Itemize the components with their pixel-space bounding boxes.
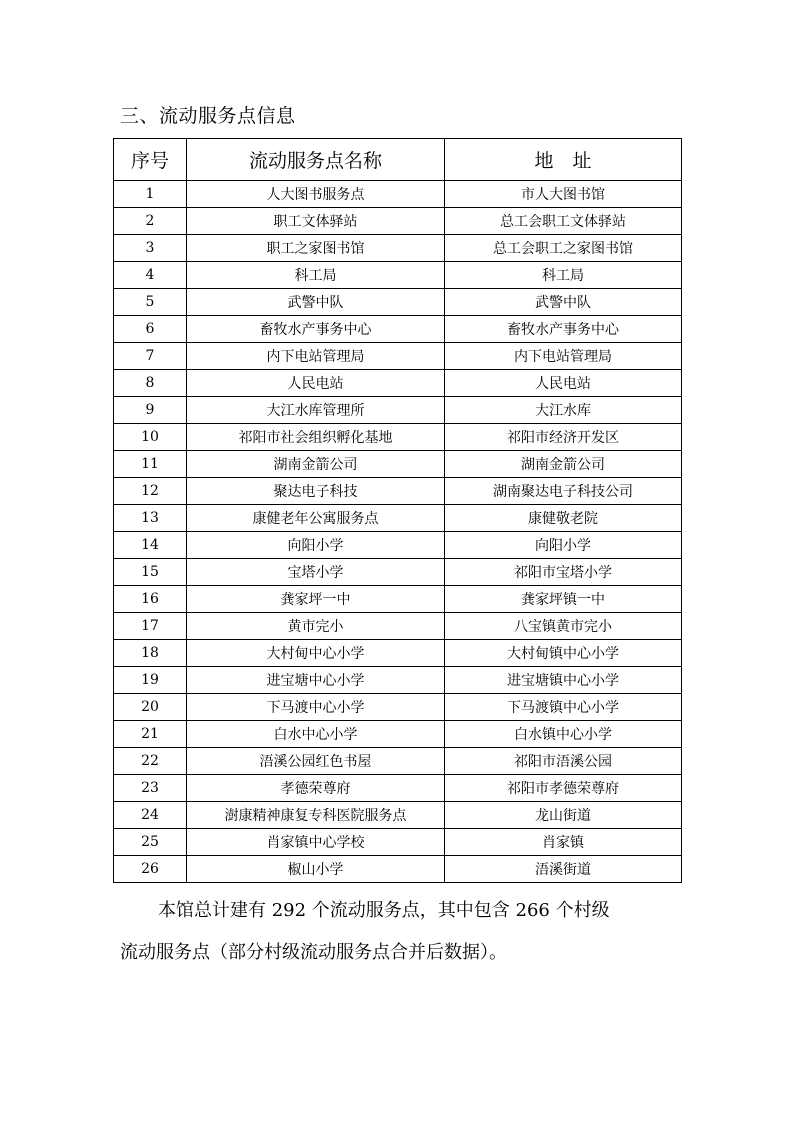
cell-service-point-name: 人民电站 (187, 370, 445, 397)
cell-address: 龚家坪镇一中 (445, 586, 682, 613)
cell-serial-number: 4 (114, 262, 187, 289)
cell-serial-number: 14 (114, 532, 187, 559)
summary-line-1: 本馆总计建有 292 个流动服务点，其中包含 266 个村级 (158, 900, 610, 921)
cell-service-point-name: 康健老年公寓服务点 (187, 505, 445, 532)
cell-address: 科工局 (445, 262, 682, 289)
cell-serial-number: 25 (114, 829, 187, 856)
table-row (114, 343, 682, 370)
cell-service-point-name: 人大图书服务点 (187, 181, 445, 208)
table-row (114, 397, 682, 424)
cell-serial-number: 6 (114, 316, 187, 343)
cell-service-point-name: 肖家镇中心学校 (187, 829, 445, 856)
cell-address: 武警中队 (445, 289, 682, 316)
cell-service-point-name: 湖南金箭公司 (187, 451, 445, 478)
cell-address: 市人大图书馆 (445, 181, 682, 208)
cell-serial-number: 5 (114, 289, 187, 316)
cell-serial-number: 2 (114, 208, 187, 235)
section-title: 三、流动服务点信息 (120, 105, 296, 127)
cell-address: 祁阳市浯溪公园 (445, 748, 682, 775)
header-service-point-name: 流动服务点名称 (187, 139, 445, 181)
cell-service-point-name: 孝德荣尊府 (187, 775, 445, 802)
cell-serial-number: 9 (114, 397, 187, 424)
cell-serial-number: 1 (114, 181, 187, 208)
cell-serial-number: 13 (114, 505, 187, 532)
cell-serial-number: 19 (114, 667, 187, 694)
cell-service-point-name: 黄市完小 (187, 613, 445, 640)
cell-service-point-name: 大村甸中心小学 (187, 640, 445, 667)
cell-serial-number: 24 (114, 802, 187, 829)
service-points-table (113, 138, 682, 883)
table-header-row (114, 139, 682, 181)
cell-service-point-name: 浯溪公园红色书屋 (187, 748, 445, 775)
cell-serial-number: 20 (114, 694, 187, 721)
cell-address: 大江水库 (445, 397, 682, 424)
cell-address: 肖家镇 (445, 829, 682, 856)
table-row (114, 424, 682, 451)
table-row (114, 208, 682, 235)
cell-serial-number: 10 (114, 424, 187, 451)
table-row (114, 613, 682, 640)
table-row (114, 856, 682, 883)
table-row (114, 505, 682, 532)
cell-service-point-name: 科工局 (187, 262, 445, 289)
table-row (114, 829, 682, 856)
cell-address: 畜牧水产事务中心 (445, 316, 682, 343)
cell-service-point-name: 内下电站管理局 (187, 343, 445, 370)
cell-serial-number: 26 (114, 856, 187, 883)
cell-service-point-name: 聚达电子科技 (187, 478, 445, 505)
cell-address: 湖南聚达电子科技公司 (445, 478, 682, 505)
cell-serial-number: 8 (114, 370, 187, 397)
table-row (114, 721, 682, 748)
cell-address: 祁阳市经济开发区 (445, 424, 682, 451)
cell-serial-number: 12 (114, 478, 187, 505)
cell-address: 总工会职工之家图书馆 (445, 235, 682, 262)
cell-address: 大村甸镇中心小学 (445, 640, 682, 667)
header-address: 地 址 (445, 139, 682, 181)
table-body (114, 181, 682, 883)
table-row (114, 559, 682, 586)
cell-serial-number: 21 (114, 721, 187, 748)
cell-serial-number: 18 (114, 640, 187, 667)
cell-service-point-name: 向阳小学 (187, 532, 445, 559)
cell-serial-number: 23 (114, 775, 187, 802)
cell-address: 内下电站管理局 (445, 343, 682, 370)
cell-serial-number: 22 (114, 748, 187, 775)
cell-address: 祁阳市宝塔小学 (445, 559, 682, 586)
cell-service-point-name: 宝塔小学 (187, 559, 445, 586)
table-row (114, 532, 682, 559)
header-serial-number: 序号 (114, 139, 187, 181)
table-row (114, 640, 682, 667)
table-row (114, 748, 682, 775)
table-row (114, 478, 682, 505)
cell-address: 龙山街道 (445, 802, 682, 829)
cell-service-point-name: 职工文体驿站 (187, 208, 445, 235)
table-row (114, 775, 682, 802)
table-row (114, 181, 682, 208)
cell-serial-number: 7 (114, 343, 187, 370)
cell-serial-number: 3 (114, 235, 187, 262)
table-row (114, 262, 682, 289)
cell-serial-number: 17 (114, 613, 187, 640)
cell-service-point-name: 澍康精神康复专科医院服务点 (187, 802, 445, 829)
table-row (114, 451, 682, 478)
summary-paragraph (120, 890, 680, 974)
table-row (114, 802, 682, 829)
cell-service-point-name: 进宝塘中心小学 (187, 667, 445, 694)
table-row (114, 694, 682, 721)
cell-address: 康健敬老院 (445, 505, 682, 532)
cell-service-point-name: 下马渡中心小学 (187, 694, 445, 721)
cell-address: 白水镇中心小学 (445, 721, 682, 748)
cell-address: 进宝塘镇中心小学 (445, 667, 682, 694)
cell-service-point-name: 龚家坪一中 (187, 586, 445, 613)
cell-address: 浯溪街道 (445, 856, 682, 883)
cell-address: 祁阳市孝德荣尊府 (445, 775, 682, 802)
table-row (114, 235, 682, 262)
cell-address: 下马渡镇中心小学 (445, 694, 682, 721)
cell-service-point-name: 椒山小学 (187, 856, 445, 883)
cell-service-point-name: 武警中队 (187, 289, 445, 316)
cell-address: 总工会职工文体驿站 (445, 208, 682, 235)
summary-line-2: 流动服务点（部分村级流动服务点合并后数据）。 (120, 942, 507, 963)
cell-address: 人民电站 (445, 370, 682, 397)
table-row (114, 586, 682, 613)
cell-serial-number: 16 (114, 586, 187, 613)
cell-address: 湖南金箭公司 (445, 451, 682, 478)
table-row (114, 370, 682, 397)
cell-service-point-name: 职工之家图书馆 (187, 235, 445, 262)
cell-service-point-name: 祁阳市社会组织孵化基地 (187, 424, 445, 451)
cell-serial-number: 15 (114, 559, 187, 586)
cell-address: 八宝镇黄市完小 (445, 613, 682, 640)
cell-service-point-name: 白水中心小学 (187, 721, 445, 748)
cell-service-point-name: 畜牧水产事务中心 (187, 316, 445, 343)
cell-service-point-name: 大江水库管理所 (187, 397, 445, 424)
table-row (114, 289, 682, 316)
cell-address: 向阳小学 (445, 532, 682, 559)
table-row (114, 316, 682, 343)
cell-serial-number: 11 (114, 451, 187, 478)
table-row (114, 667, 682, 694)
